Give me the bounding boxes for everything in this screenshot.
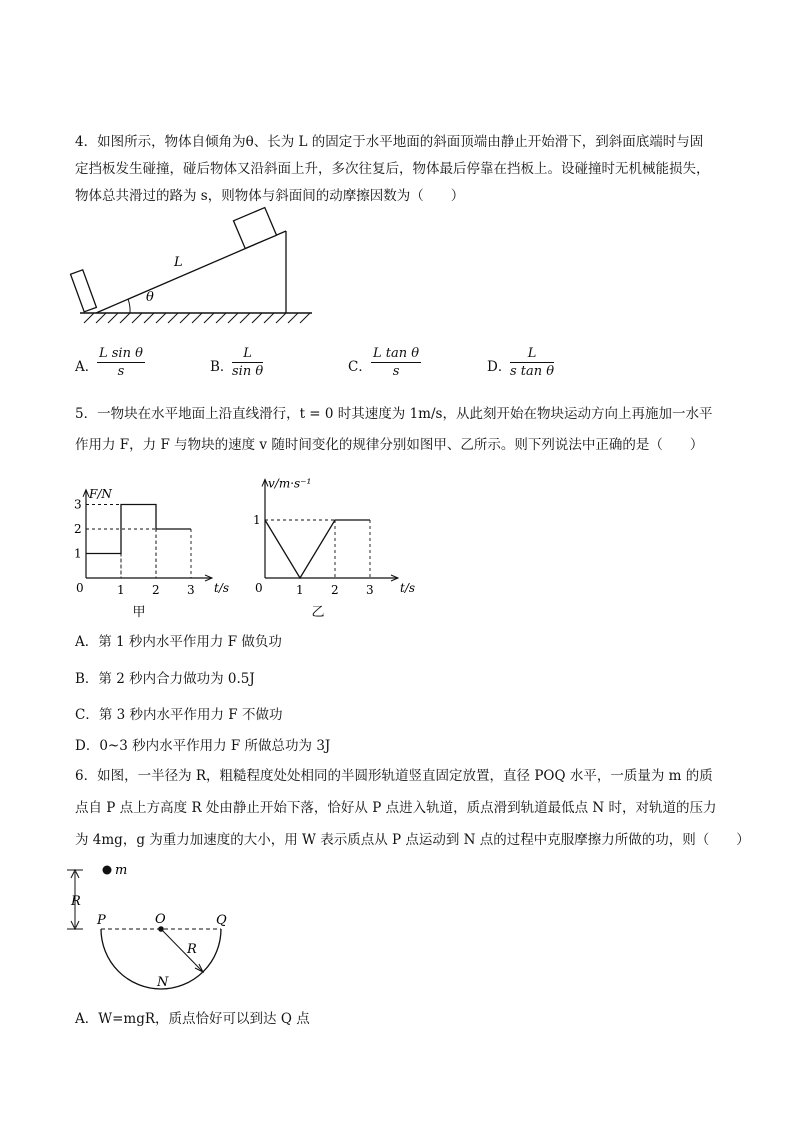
q4-text-line2: 定挡板发生碰撞，碰后物体又沿斜面上升，多次往复后，物体最后停靠在挡板上。设碰撞时无机械能损失， <box>75 161 710 177</box>
origin-label: 0 <box>76 581 84 595</box>
mass-point <box>103 866 112 875</box>
semicircle-track-figure <box>65 860 245 1000</box>
x-axis-label: t/s <box>400 581 416 595</box>
chart-yi <box>250 465 430 620</box>
q5-text-line2: 作用力 F，力 F 与物块的速度 v 随时间变化的规律分别如图甲、乙所示。则下列说法中正确的是（ ） <box>75 437 704 453</box>
x-tick-label: 3 <box>366 583 374 597</box>
q6-text-line3: 为 4mg，g 为重力加速度的大小，用 W 表示质点从 P 点运动到 N 点的过程中克服摩擦力所做的功，则（ ） <box>75 832 750 848</box>
denominator: s <box>117 364 125 379</box>
series-line <box>265 520 370 578</box>
numerator: L tan θ <box>373 346 420 361</box>
q4-option-b-fraction <box>232 346 263 379</box>
label-R-radius: R <box>187 942 197 957</box>
q5-text-line1: 5．一物块在水平地面上沿直线滑行，t = 0 时其速度为 1m/s，从此刻开始在物块运动方向上再施加一水平 <box>75 406 713 422</box>
numerator: L <box>232 346 263 363</box>
ground-hatching <box>84 313 310 323</box>
y-tick-label: 3 <box>74 497 82 512</box>
label-m: m <box>115 863 128 878</box>
q4-text-line1: 4．如图所示，物体自倾角为θ、长为 L 的固定于水平地面的斜面顶端由静止开始滑下，到斜面底端时与固 <box>75 134 704 150</box>
x-tick-label: 2 <box>331 583 339 597</box>
label-L: L <box>174 255 183 270</box>
q5-option-b[interactable]: B．第 2 秒内合力做功为 0.5J <box>75 671 255 687</box>
label-N: N <box>157 975 169 990</box>
x-tick-label: 1 <box>117 583 125 597</box>
q5-option-c[interactable]: C．第 3 秒内水平作用力 F 不做功 <box>75 707 283 723</box>
origin-label: 0 <box>255 581 263 595</box>
chart-jia <box>70 465 250 620</box>
x-tick-label: 1 <box>296 583 304 597</box>
q4-text-line3: 物体总共滑过的路为 s，则物体与斜面间的动摩擦因数为（ ） <box>75 188 465 204</box>
q4-option-c-label[interactable]: C． <box>348 359 372 375</box>
label-O: O <box>155 912 166 927</box>
block <box>233 208 276 249</box>
chart-caption: 甲 <box>132 605 146 620</box>
q5-option-d[interactable]: D．0~3 秒内水平作用力 F 所做总功为 3J <box>75 738 331 754</box>
y-tick-label: 1 <box>74 546 82 561</box>
denominator: s <box>392 364 400 379</box>
q4-option-d-label[interactable]: D． <box>487 359 512 375</box>
label-R-height: R <box>71 894 81 909</box>
x-tick-label: 3 <box>187 583 195 597</box>
q4-option-b-label[interactable]: B． <box>210 359 234 375</box>
label-Q: Q <box>216 913 227 928</box>
chart-caption: 乙 <box>311 605 325 620</box>
incline-figure <box>70 195 320 330</box>
numerator: L sin θ <box>99 346 143 361</box>
y-tick-label: 2 <box>74 522 82 536</box>
y-axis-label: F/N <box>89 486 112 501</box>
y-axis-label: v/m·s⁻¹ <box>268 476 312 491</box>
label-theta: θ <box>146 290 154 305</box>
x-tick-label: 2 <box>152 583 160 597</box>
q4-option-c-fraction <box>371 346 421 379</box>
q4-option-a-fraction <box>97 346 145 379</box>
angle-arc <box>128 299 130 313</box>
y-tick-label: 1 <box>253 513 261 527</box>
q6-option-a[interactable]: A．W=mgR，质点恰好可以到达 Q 点 <box>75 1011 310 1027</box>
q4-option-d-fraction <box>510 346 554 379</box>
denominator: sin θ <box>232 364 264 379</box>
stop-plate <box>71 270 97 312</box>
series-line <box>86 505 191 554</box>
numerator: L <box>510 346 554 363</box>
x-axis-label: t/s <box>214 581 230 595</box>
q4-option-a-label[interactable]: A． <box>75 359 99 375</box>
q6-text-line1: 6．如图，一半径为 R，粗糙程度处处相同的半圆形轨道竖直固定放置，直径 POQ 水平，一质量为 m 的质 <box>75 768 713 784</box>
denominator: s tan θ <box>510 364 555 379</box>
label-P: P <box>97 913 106 928</box>
q6-text-line2: 点自 P 点上方高度 R 处由静止开始下落，恰好从 P 点进入轨道，质点滑到轨道最低点 N 时，对轨道的压力 <box>75 800 717 816</box>
q5-option-a[interactable]: A．第 1 秒内水平作用力 F 做负功 <box>75 634 282 650</box>
